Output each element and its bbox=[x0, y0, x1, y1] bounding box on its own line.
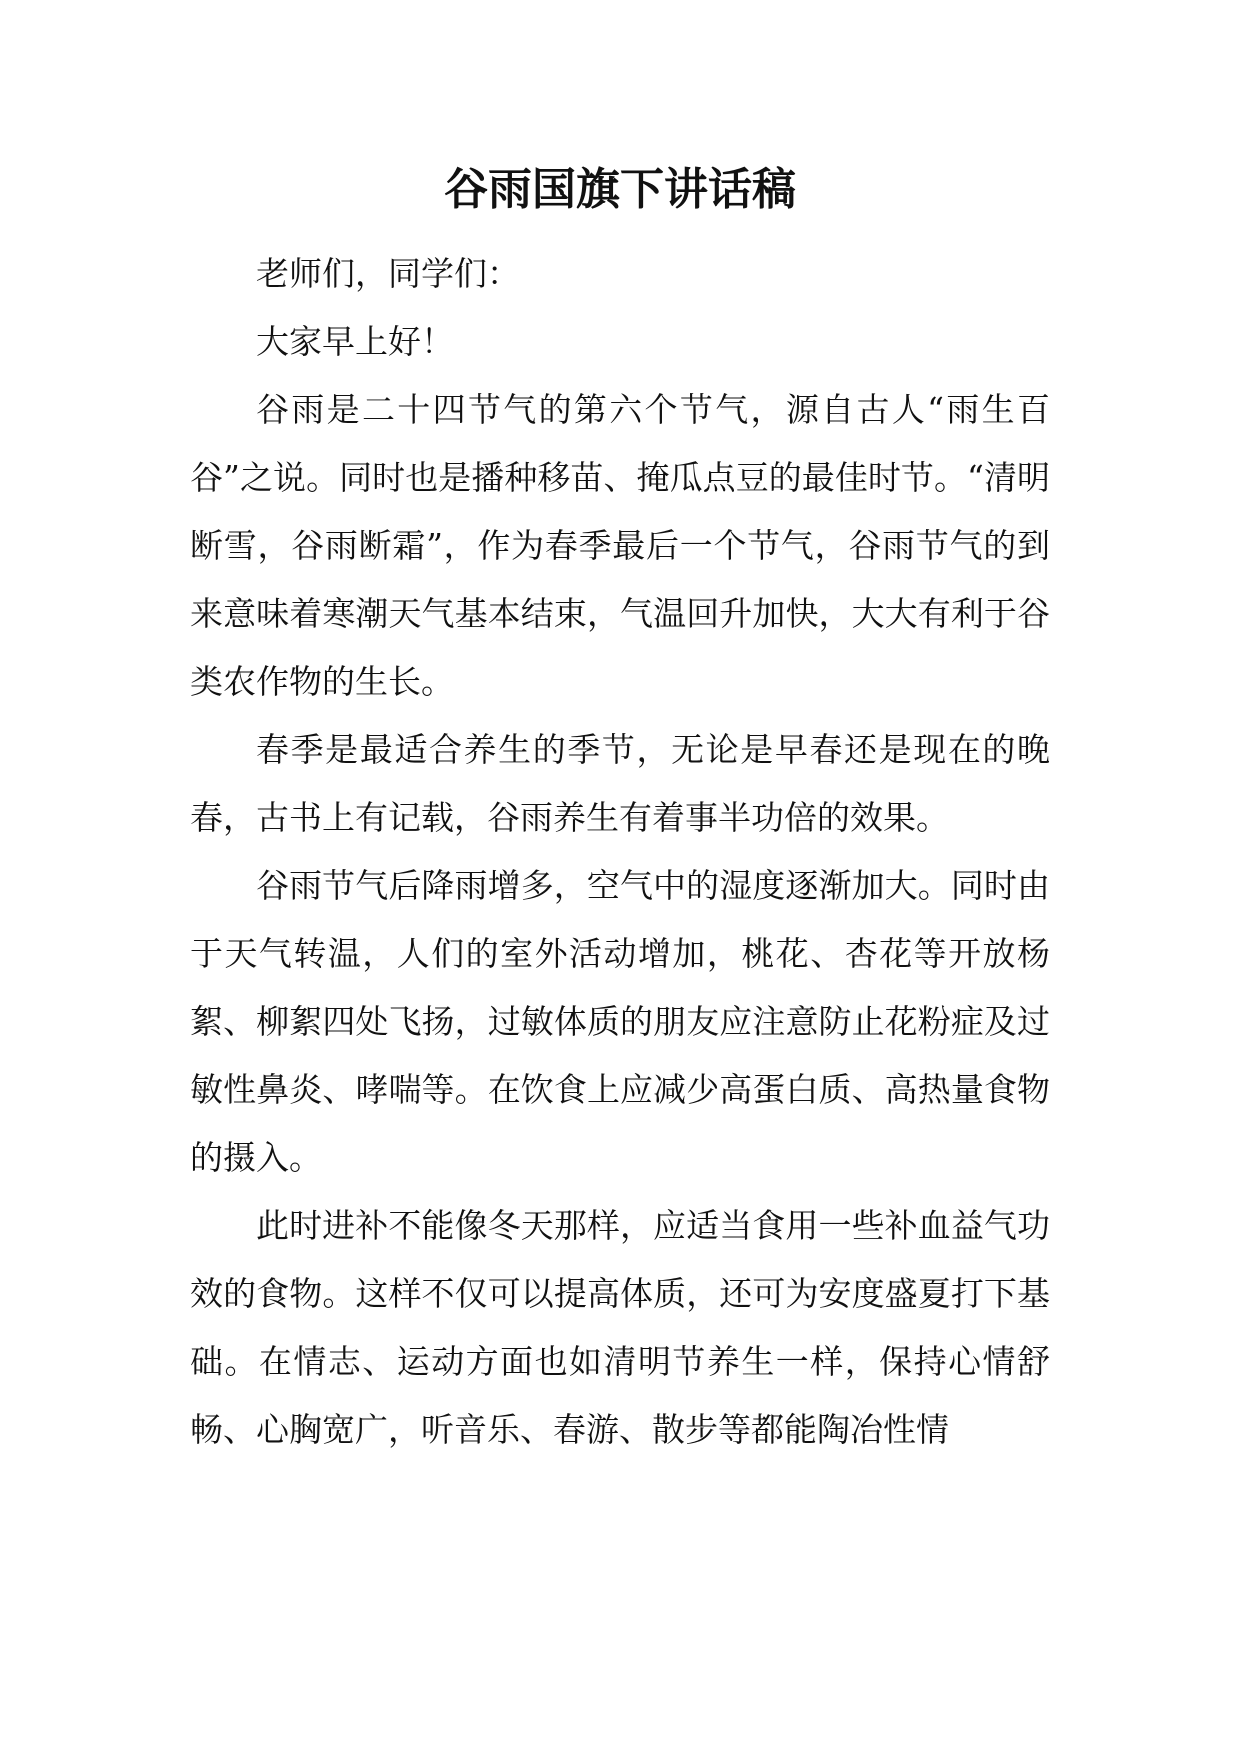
paragraph-allergy: 谷雨节气后降雨增多，空气中的湿度逐渐加大。同时由于天气转温，人们的室外活动增加，桃花、杏花等开放杨絮、柳絮四处飞扬，过敏体质的朋友应注意防止花粉症及过敏性鼻炎、哮喘等。在饮食上应减少高蛋白质、高热量食物的摄入。 bbox=[190, 866, 1050, 1177]
paragraph-nourishment: 此时进补不能像冬天那样，应适当食用一些补血益气功效的食物。这样不仅可以提高体质，还可为安度盛夏打下基础。在情志、运动方面也如清明节养生一样，保持心情舒畅、心胸宽广，听音乐、春游、散步等都能陶冶性情 bbox=[190, 1206, 1050, 1449]
paragraph-greeting: 大家早上好！ bbox=[256, 322, 454, 361]
paragraph-salutation: 老师们，同学们： bbox=[256, 254, 520, 293]
document-body bbox=[190, 240, 1050, 1464]
paragraph-guyu-intro: 谷雨是二十四节气的第六个节气，源自古人“雨生百谷”之说。同时也是播种移苗、掩瓜点豆的最佳时节。“清明断雪，谷雨断霜”，作为春季最后一个节气，谷雨节气的到来意味着寒潮天气基本结束，气温回升加快，大大有利于谷类农作物的生长。 bbox=[190, 390, 1050, 701]
paragraph-spring-health: 春季是最适合养生的季节，无论是早春还是现在的晚春，古书上有记载，谷雨养生有着事半功倍的效果。 bbox=[190, 730, 1050, 837]
document-title: 谷雨国旗下讲话稿 bbox=[444, 164, 796, 215]
